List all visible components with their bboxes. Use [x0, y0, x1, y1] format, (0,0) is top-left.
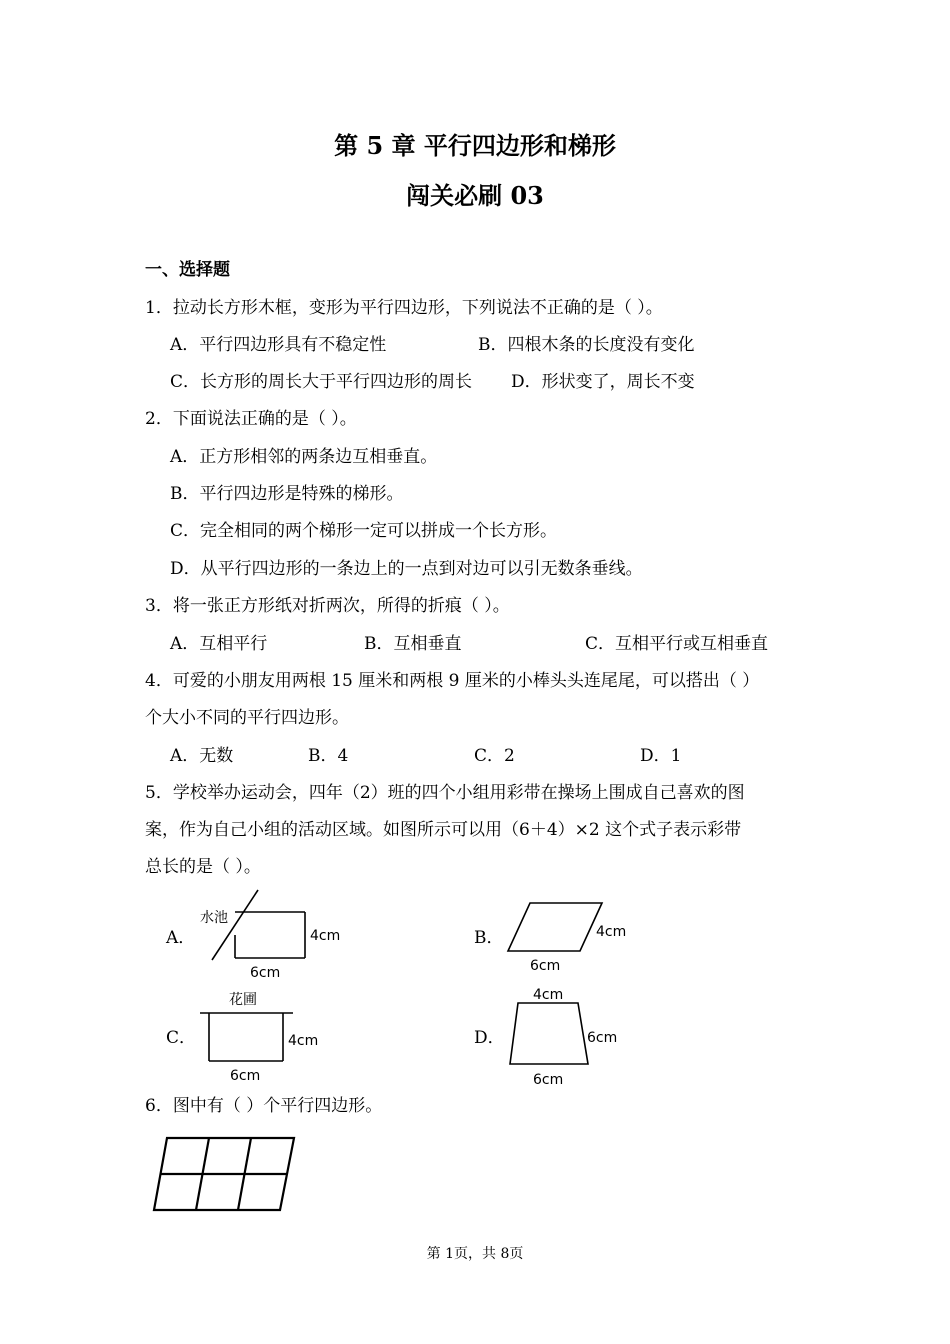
question-1-option-c: C．长方形的周长大于平行四边形的周长 — [170, 372, 473, 392]
question-3-option-b: B．互相垂直 — [364, 634, 462, 654]
figure-c-flowerbed-rectangle — [195, 985, 335, 1085]
question-4-option-b: B．4 — [308, 746, 349, 766]
figure-b-letter: B． — [474, 928, 504, 948]
question-6-parallelogram-grid — [150, 1130, 305, 1220]
figure-b-parallelogram — [500, 895, 640, 980]
question-4-stem-line2: 个大小不同的平行四边形。 — [145, 708, 349, 728]
question-4-option-d: D．1 — [640, 746, 682, 766]
question-4-option-a: A．无数 — [170, 746, 234, 766]
question-5-stem-line2: 案，作为自己小组的活动区域。如图所示可以用（6＋4）×2 这个式子表示彩带 — [145, 820, 742, 840]
figure-a-pool-rectangle — [190, 890, 360, 985]
figure-a-side-label: 4cm — [310, 928, 341, 944]
question-3-option-a: A．互相平行 — [170, 634, 268, 654]
figure-d-top-label: 4cm — [533, 987, 564, 1003]
page-subtitle: 闯关必刷 03 — [406, 181, 544, 210]
question-5-stem-line1: 5．学校举办运动会，四年（2）班的四个小组用彩带在操场上围成自己喜欢的图 — [145, 783, 745, 803]
question-2-option-b: B．平行四边形是特殊的梯形。 — [170, 484, 404, 504]
question-4-stem-line1: 4．可爱的小朋友用两根 15 厘米和两根 9 厘米的小棒头头连尾尾，可以搭出（ ） — [145, 671, 760, 691]
question-4-option-c: C．2 — [474, 746, 515, 766]
figure-d-trapezoid — [500, 983, 640, 1088]
question-1-option-b: B．四根木条的长度没有变化 — [478, 335, 695, 355]
figure-a-letter: A． — [166, 928, 196, 948]
figure-b-side-label: 4cm — [596, 924, 627, 940]
question-2-option-a: A．正方形相邻的两条边互相垂直。 — [170, 447, 438, 467]
question-6-stem: 6．图中有（ ）个平行四边形。 — [145, 1096, 383, 1116]
question-1-option-a: A．平行四边形具有不稳定性 — [170, 335, 387, 355]
figure-d-letter: D． — [474, 1028, 505, 1048]
figure-d-side-label: 6cm — [587, 1030, 618, 1046]
page-title: 第 5 章 平行四边形和梯形 — [334, 131, 616, 160]
figure-c-letter: C． — [166, 1028, 197, 1048]
question-3-option-c: C．互相平行或互相垂直 — [585, 634, 769, 654]
question-5-stem-line3: 总长的是（ ）。 — [145, 857, 261, 877]
question-2-option-d: D．从平行四边形的一条边上的一点到对边可以引无数条垂线。 — [170, 559, 643, 579]
figure-a-pool-label: 水池 — [200, 910, 228, 926]
page-footer: 第 1页，共 8页 — [426, 1246, 524, 1262]
figure-c-base-label: 6cm — [230, 1068, 261, 1084]
question-1-option-d: D．形状变了，周长不变 — [511, 372, 695, 392]
figure-c-flowerbed-label: 花圃 — [229, 992, 257, 1008]
question-3-stem: 3．将一张正方形纸对折两次，所得的折痕（ ）。 — [145, 596, 510, 616]
figure-c-side-label: 4cm — [288, 1033, 319, 1049]
figure-b-base-label: 6cm — [530, 958, 561, 974]
question-2-stem: 2．下面说法正确的是（ ）。 — [145, 409, 357, 429]
figure-d-base-label: 6cm — [533, 1072, 564, 1088]
question-1-stem: 1．拉动长方形木框，变形为平行四边形，下列说法不正确的是（ ）。 — [145, 298, 663, 318]
question-2-option-c: C．完全相同的两个梯形一定可以拼成一个长方形。 — [170, 521, 558, 541]
section-heading: 一、选择题 — [145, 260, 230, 280]
figure-a-base-label: 6cm — [250, 965, 281, 981]
